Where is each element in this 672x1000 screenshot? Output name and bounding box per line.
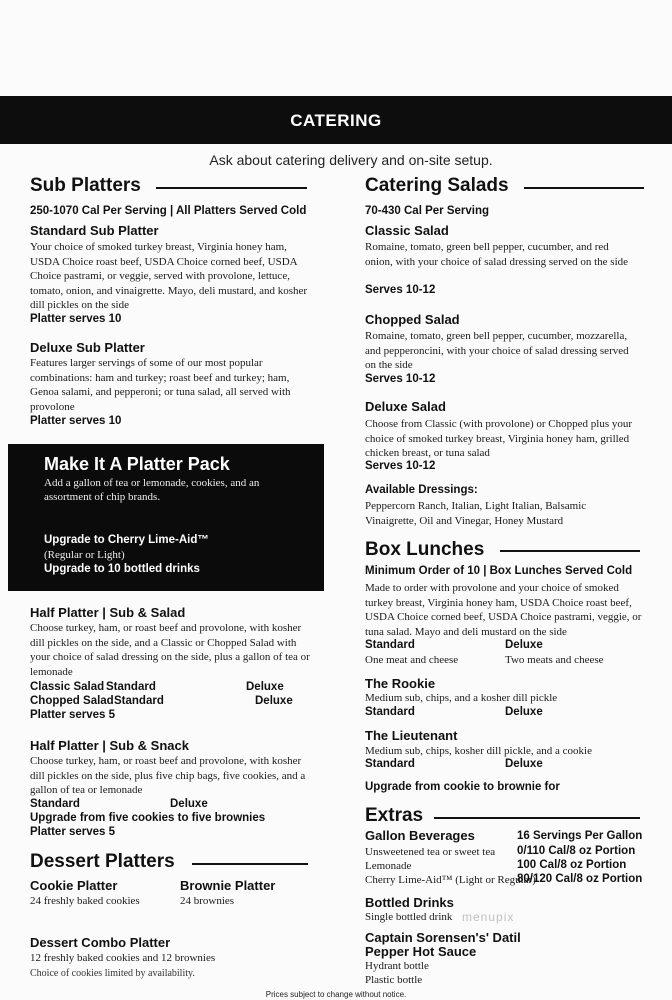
beverage-tea: Unsweetened tea or sweet tea [365,846,496,858]
half-platter-salad-desc: Choose turkey, ham, or roast beef and provolone, with kosher dill pickles on the side, and a Classic or Chopped Salad with your choice of salad dressing on the side, plus a gallon of tea or lemonade [30,622,310,678]
box-lunches-rule [500,550,640,552]
half-platter-snack-upgrade: Upgrade from five cookies to five brownies [30,812,266,824]
brownie-platter-desc: 24 brownies [180,895,235,907]
deluxe-salad-title: Deluxe Salad [365,399,446,414]
gallon-servings: 16 Servings Per Gallon [517,830,643,842]
catering-salads-info: 70-430 Cal Per Serving [365,205,490,217]
beverage-lime-aid-cal: 80/120 Cal/8 oz Portion [517,873,643,885]
beverage-lemonade: Lemonade [365,860,412,872]
platter-pack-upgrade-note: (Regular or Light) [44,549,125,561]
box-standard-desc: One meat and cheese [365,654,459,666]
platter-pack-upgrade-bottled: Upgrade to 10 bottled drinks [44,563,200,575]
chopped-salad-desc: Romaine, tomato, green bell pepper, cucumber, mozzarella, and pepperoncini, with your choice of salad dressing served on the side [365,330,629,371]
standard-sub-platter-title: Standard Sub Platter [30,223,159,238]
half-platter-snack-standard: Standard [30,798,80,810]
box-deluxe-label: Deluxe [505,639,543,651]
beverage-lime-aid: Cherry Lime-Aid™ (Light or Regular) [365,874,536,886]
bottled-drinks-title: Bottled Drinks [365,895,454,910]
sub-platters-rule [156,187,307,189]
deluxe-sub-platter-desc: Features larger servings of some of our most popular combinations: ham and turkey; roast beef and turkey; ham, Genoa salami, and pepperoni; or tuna salad, all served with provolone [30,357,291,413]
rookie-title: The Rookie [365,676,436,691]
box-deluxe-desc: Two meats and cheese [505,654,604,666]
chopped-salad-serves: Serves 10-12 [365,373,436,385]
classic-salad-title: Classic Salad [365,223,449,238]
half-platter-snack-desc: Choose turkey, ham, or roast beef and provolone, with kosher dill pickles on the side, plus five chip bags, five cookies, and a gallon of tea or lemonade [30,755,306,796]
hot-sauce-hydrant: Hydrant bottle [365,960,429,972]
dressings-title: Available Dressings: [365,484,478,496]
platter-pack-title: Make It A Platter Pack [44,454,230,474]
beverage-lemonade-cal: 100 Cal/8 oz Portion [517,859,627,871]
platter-pack-desc: Add a gallon of tea or lemonade, cookies, and an assortment of chip brands. [44,477,260,503]
chopped-salad-deluxe: Deluxe [255,695,293,707]
deluxe-salad-serves: Serves 10-12 [365,460,436,472]
dessert-combo-title: Dessert Combo Platter [30,935,171,950]
box-lunches-info: Minimum Order of 10 | Box Lunches Served Cold [365,565,633,577]
box-standard-label: Standard [365,639,415,651]
deluxe-salad-desc: Choose from Classic (with provolone) or Chopped plus your choice of smoked turkey breast, Virginia honey ham, grilled chicken breast, or tuna salad [365,418,633,459]
box-upgrade-brownie: Upgrade from cookie to brownie for [365,781,560,793]
box-lunches-heading: Box Lunches [365,539,485,560]
half-platter-salad-serves: Platter serves 5 [30,709,116,721]
standard-sub-platter-serves: Platter serves 10 [30,313,122,325]
classic-salad-desc: Romaine, tomato, green bell pepper, cucumber, and red onion, with your choice of salad dressing served on the side [365,241,629,268]
rookie-deluxe: Deluxe [505,706,543,718]
lieutenant-desc: Medium sub, chips, kosher dill pickle, and a cookie [365,745,592,757]
standard-sub-platter-desc: Your choice of smoked turkey breast, Virginia honey ham, USDA Choice roast beef, USDA Choice corned beef, USDA Choice pastrami, or veggie, served with provolone, lettuce, tomato, onion, and vinaigrette. Mayo, deli mustard, and kosher dill pickles on the side [30,241,308,311]
cookie-platter-title: Cookie Platter [30,878,118,893]
hot-sauce-title-line1: Captain Sorensen's' Datil [365,930,521,945]
rookie-desc: Medium sub, chips, and a kosher dill pickle [365,692,558,704]
classic-salad-standard: Standard [106,681,156,693]
footer-note: Prices subject to change without notice. [265,990,407,999]
dressings-list: Peppercorn Ranch, Italian, Light Italian, Balsamic Vinaigrette, Oil and Vinegar, Honey Mustard [365,500,587,527]
classic-salad-deluxe: Deluxe [246,681,284,693]
dessert-platters-rule [192,863,308,865]
classic-salad-serves: Serves 10-12 [365,284,436,296]
chopped-salad-title: Chopped Salad [365,312,460,327]
half-platter-snack-title: Half Platter | Sub & Snack [30,738,189,753]
cookie-availability-note: Choice of cookies limited by availability. [30,968,195,979]
bottled-drinks-desc: Single bottled drink [365,911,453,923]
extras-heading: Extras [365,805,424,826]
subtitle: Ask about catering delivery and on-site setup. [209,152,493,168]
dessert-combo-desc: 12 freshly baked cookies and 12 brownies [30,952,216,964]
menupix-watermark: menupix [462,910,515,924]
extras-rule [434,817,640,819]
brownie-platter-title: Brownie Platter [180,878,276,893]
sub-platters-info: 250-1070 Cal Per Serving | All Platters Served Cold [30,205,307,217]
lieutenant-title: The Lieutenant [365,728,458,743]
lieutenant-deluxe: Deluxe [505,758,543,770]
gallon-beverages-title: Gallon Beverages [365,828,475,843]
hot-sauce-title-line2: Pepper Hot Sauce [365,944,477,959]
deluxe-sub-platter-title: Deluxe Sub Platter [30,340,145,355]
chopped-salad-label: Chopped Salad [30,695,114,707]
rookie-standard: Standard [365,706,415,718]
hot-sauce-plastic: Plastic bottle [365,974,423,986]
half-platter-snack-deluxe: Deluxe [170,798,208,810]
dessert-platters-heading: Dessert Platters [30,851,175,872]
classic-salad-label: Classic Salad [30,681,105,693]
cookie-platter-desc: 24 freshly baked cookies [30,895,140,907]
platter-pack-upgrade-lime-aid: Upgrade to Cherry Lime-Aid™ [44,534,209,546]
lieutenant-standard: Standard [365,758,415,770]
half-platter-salad-title: Half Platter | Sub & Salad [30,605,186,620]
catering-salads-heading: Catering Salads [365,175,509,196]
banner-title: CATERING [290,111,382,130]
box-lunches-desc: Made to order with provolone and your choice of smoked turkey breast, Virginia honey ham, USDA Choice roast beef, USDA Choice corned beef, USDA Choice pastrami, veggie, or tuna salad. Mayo and deli mustard on the side [365,582,642,638]
chopped-salad-standard: Standard [114,695,164,707]
catering-salads-rule [524,187,644,189]
deluxe-sub-platter-serves: Platter serves 10 [30,415,122,427]
beverage-tea-cal: 0/110 Cal/8 oz Portion [517,845,636,857]
sub-platters-heading: Sub Platters [30,175,141,196]
half-platter-snack-serves: Platter serves 5 [30,826,116,838]
